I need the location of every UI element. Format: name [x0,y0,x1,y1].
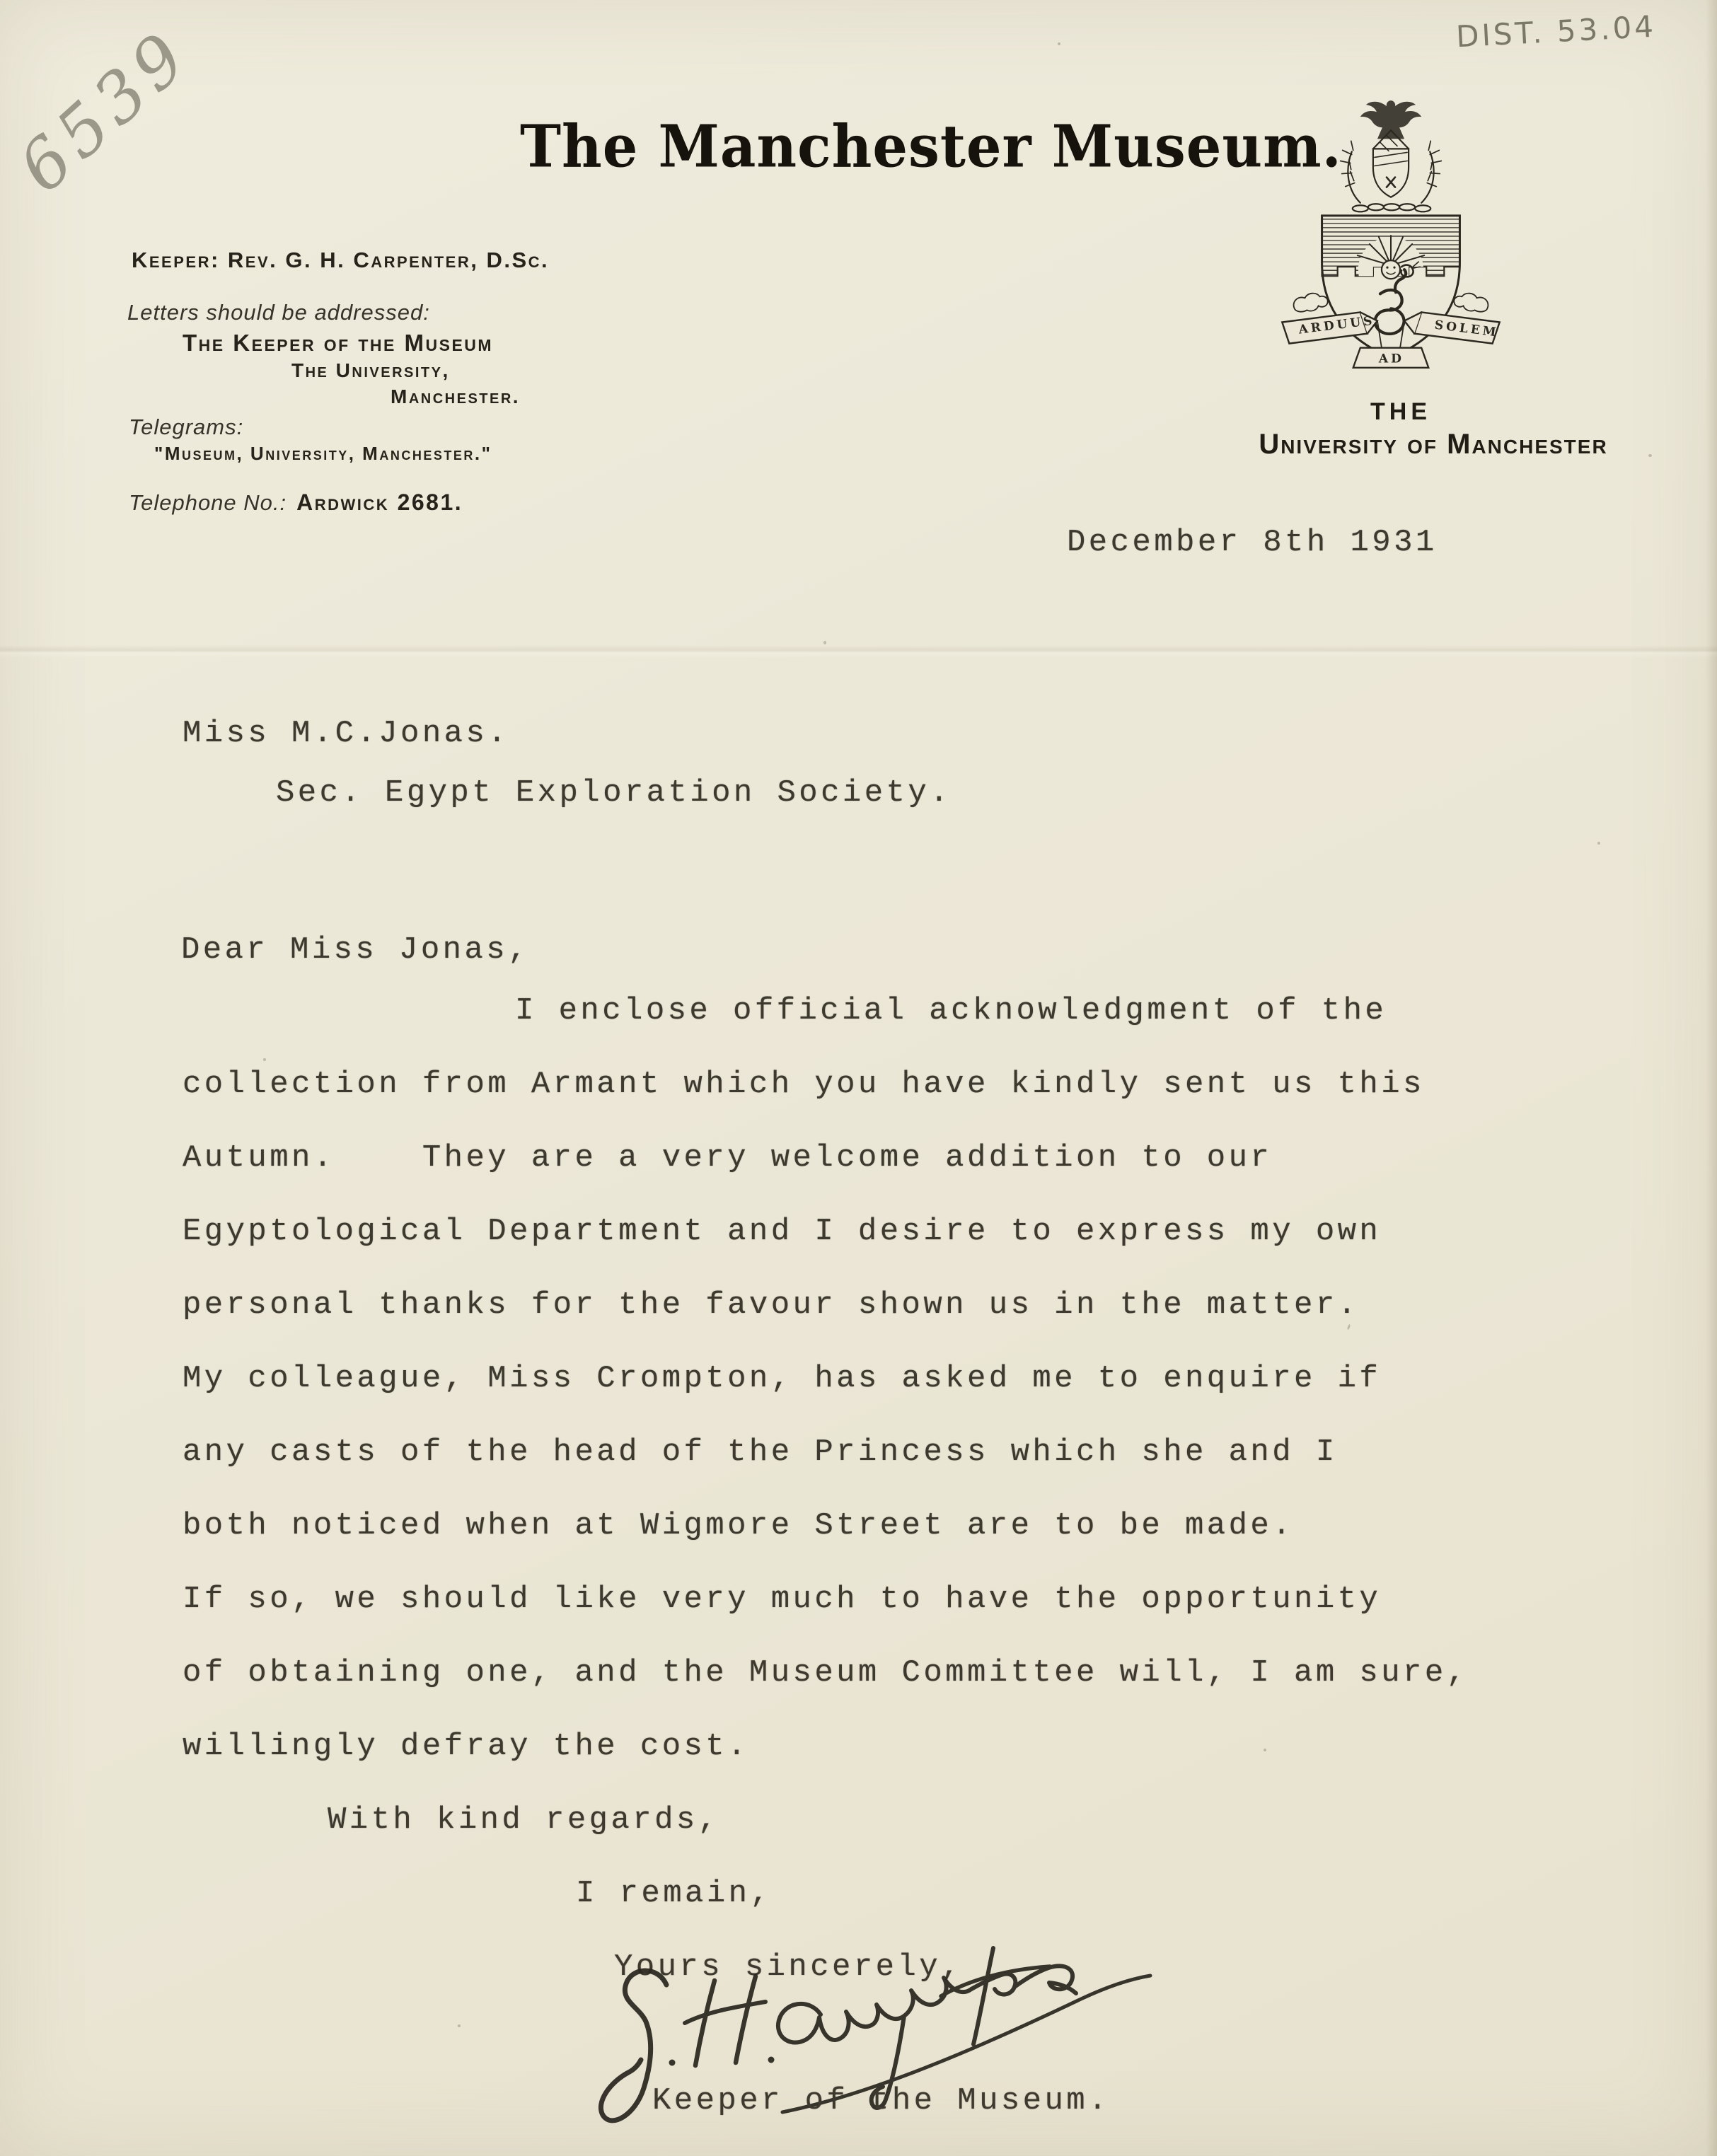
body-line: both noticed when at Wigmore Street are to be made. [183,1508,1295,1543]
pencil-accession-number: 6539 [3,14,206,208]
telegrams-address: "Museum, University, Manchester." [154,443,492,464]
body-line: If so, we should like very much to have the opportunity [183,1582,1382,1617]
pencil-dist-note: DIST. 53.04 [1455,8,1658,54]
closing-regards: With kind regards, [328,1802,720,1838]
institution-name: University of Manchester [1259,429,1608,460]
paper-speck [458,2024,461,2027]
paper-speck [1597,842,1600,845]
paper-speck [263,1058,266,1061]
address-line-keeper: The Keeper of the Museum [183,330,494,356]
letterhead-title: The Manchester Museum. [520,112,1342,181]
body-line: My colleague, Miss Crompton, has asked me to enquire if [183,1361,1382,1396]
letter-date: December 8th 1931 [1067,525,1438,560]
telephone-row [129,489,463,516]
address-instruction-label: Letters should be addressed: [127,300,430,325]
body-line: Autumn. They are a very welcome addition to our [183,1140,1273,1176]
body-line: willingly defray the cost. [183,1729,749,1764]
crest-motto-center: AD [1378,352,1405,366]
salutation: Dear Miss Jonas, [181,932,530,968]
paper-speck [1058,42,1060,45]
body-line: any casts of the head of the Princess which she and I [183,1435,1338,1470]
body-line: Egyptological Department and I desire to express my own [183,1214,1382,1249]
signature-title: Keeper of the Museum. [652,2083,1110,2119]
telephone-number: Ardwick 2681. [296,489,463,515]
address-line-city: Manchester. [391,386,521,407]
university-crest-icon [1272,83,1510,403]
scan-edge-shadow [1706,0,1717,2156]
body-line: collection from Armant which you have kindly sent us this [183,1067,1425,1102]
closing-remain: I remain, [576,1876,773,1911]
address-line-university: The University, [291,359,450,381]
keeper-credit-line: Keeper: Rev. G. H. Carpenter, D.Sc. [132,248,550,272]
recipient-name: Miss M.C.Jonas. [183,716,510,751]
paper-speck [1264,1749,1266,1751]
paper-speck [823,641,826,644]
recipient-title: Sec. Egypt Exploration Society. [276,775,952,811]
paper-speck [1648,454,1652,457]
crest-motto-right: SOLEM [1433,318,1500,340]
crest-motto-left: ARDUUS [1297,313,1376,337]
paper-fold-crease [0,645,1717,658]
paper-speck [1347,1324,1351,1331]
crest-eagle-icon [1360,100,1421,139]
telegrams-label: Telegrams: [129,415,244,439]
telephone-label: Telephone No.: [129,490,287,515]
body-line: I enclose official acknowledgment of the [515,993,1387,1028]
body-line: of obtaining one, and the Museum Committee will, I am sure, [183,1655,1469,1691]
institution-the: THE [1370,398,1431,425]
body-line: personal thanks for the favour shown us in the matter. [183,1287,1360,1323]
closing-sincerely: Yours sincerely, [614,1949,963,1985]
